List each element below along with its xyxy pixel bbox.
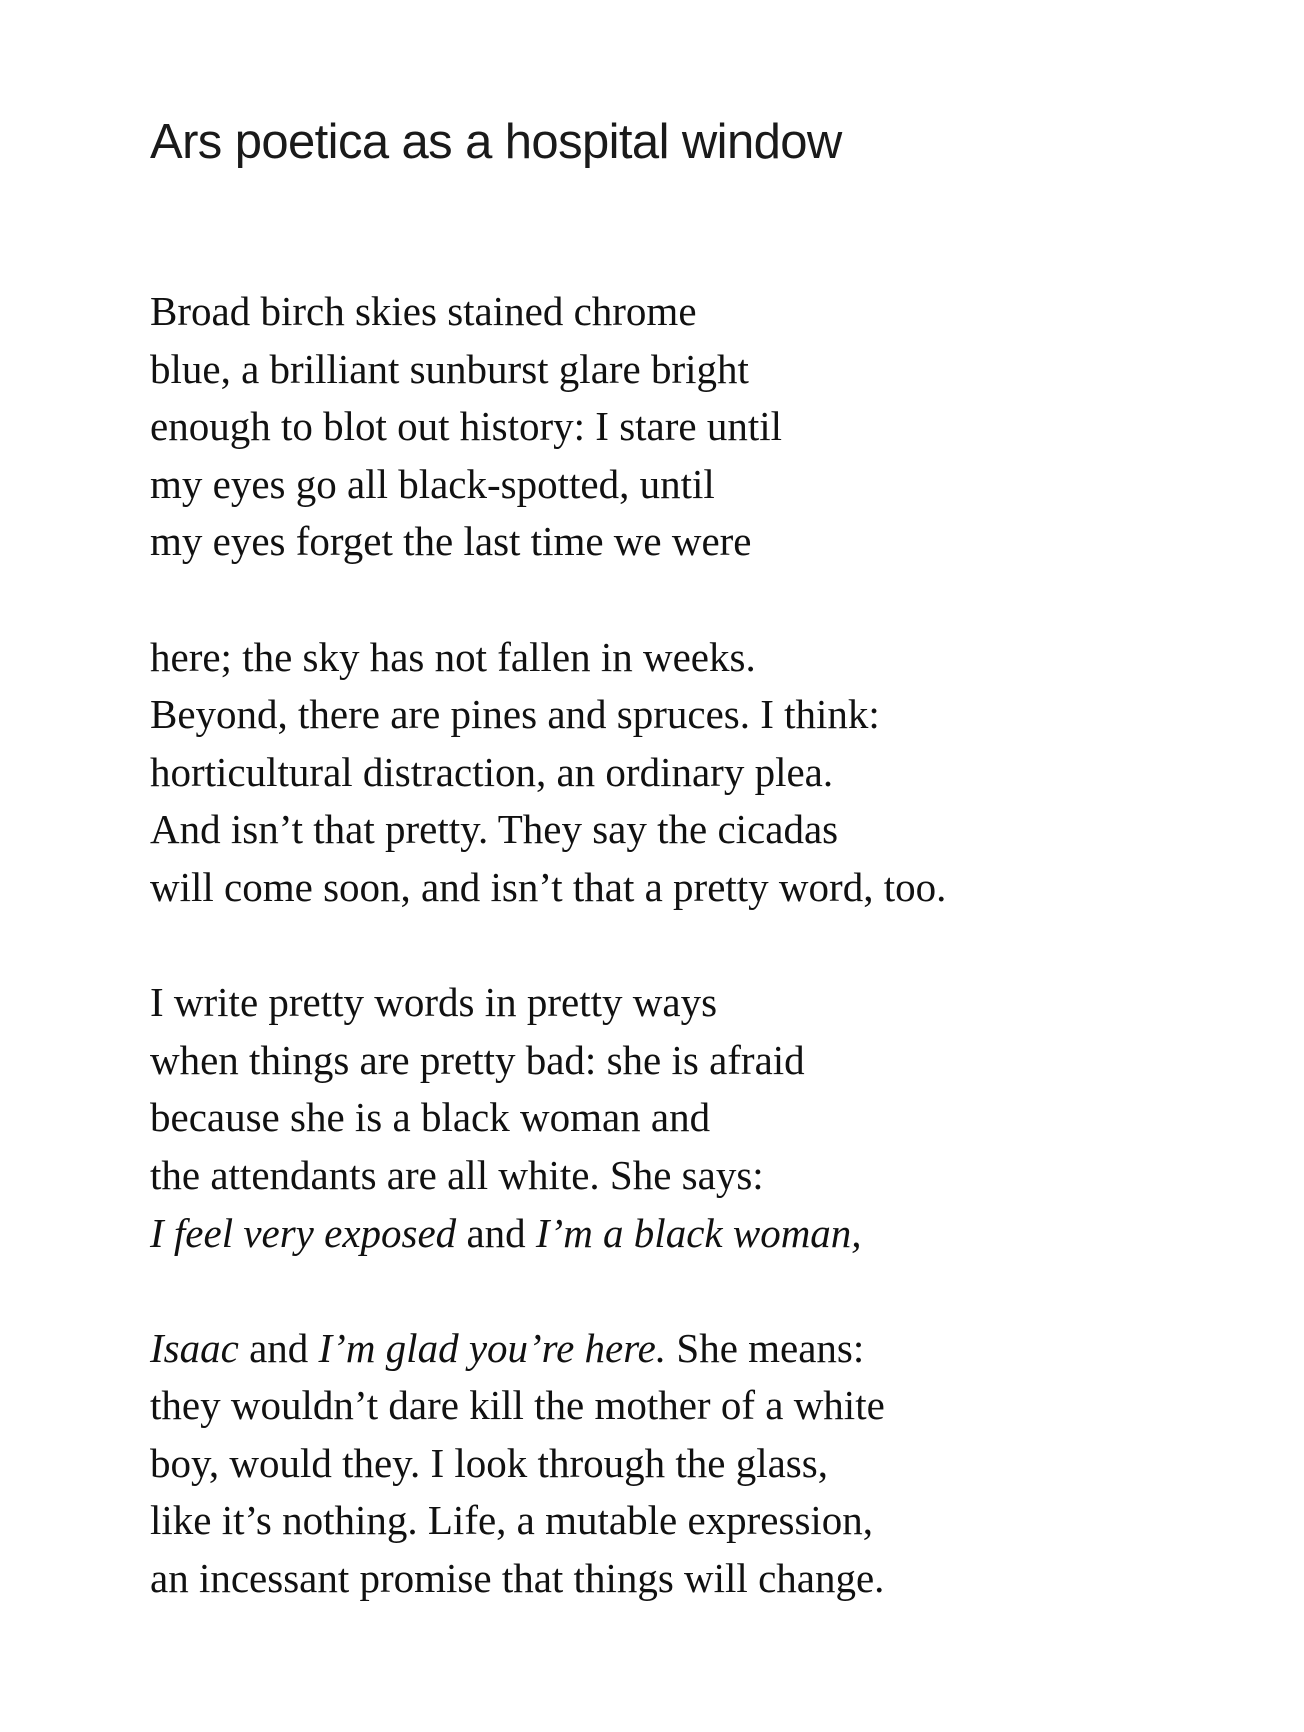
poem-body (150, 283, 1250, 1665)
poem-line: my eyes go all black-spotted, until (150, 460, 715, 507)
italic-quote: I’m glad you’re here. (318, 1324, 667, 1371)
poem-line: here; the sky has not fallen in weeks. (150, 633, 756, 680)
stanza-3 (150, 974, 1250, 1262)
italic-quote: I feel very exposed (150, 1209, 457, 1256)
poem-line: they wouldn’t dare kill the mother of a white (150, 1382, 885, 1429)
poem-line: And isn’t that pretty. They say the cicadas (150, 806, 839, 853)
stanza-2 (150, 629, 1250, 917)
poem-line: Broad birch skies stained chrome (150, 288, 697, 334)
poem-line-mixed (150, 1205, 1250, 1263)
poem-line: like it’s nothing. Life, a mutable expression, (150, 1497, 874, 1544)
poem-line: boy, would they. I look through the glass, (150, 1439, 828, 1486)
poem-title: Ars poetica as a hospital window (150, 115, 842, 169)
italic-quote: Isaac (150, 1324, 239, 1371)
poem-line: because she is a black woman and (150, 1094, 711, 1141)
stanza-1 (150, 283, 1250, 571)
stanza-4 (150, 1320, 1250, 1608)
poem-line: my eyes forget the last time we were (150, 518, 752, 565)
poem-line: when things are pretty bad: she is afraid (150, 1036, 805, 1083)
poem-line-mixed (150, 1320, 1250, 1378)
line-text: and (238, 1324, 319, 1371)
poem-line: I write pretty words in pretty ways (150, 979, 718, 1026)
line-text: and (456, 1209, 536, 1256)
line-text: She means: (666, 1324, 865, 1371)
poem-line: an incessant promise that things will change. (150, 1555, 885, 1602)
italic-quote: I’m a black woman, (535, 1209, 862, 1256)
poem-line: horticultural distraction, an ordinary plea. (150, 748, 834, 795)
poem-line: the attendants are all white. She says: (150, 1151, 764, 1198)
poem-line: will come soon, and isn’t that a pretty word, too. (150, 863, 947, 910)
poem-line: enough to blot out history: I stare until (150, 403, 783, 450)
poem-line: Beyond, there are pines and spruces. I think: (150, 691, 880, 738)
poem-line: blue, a brilliant sunburst glare bright (150, 345, 749, 392)
